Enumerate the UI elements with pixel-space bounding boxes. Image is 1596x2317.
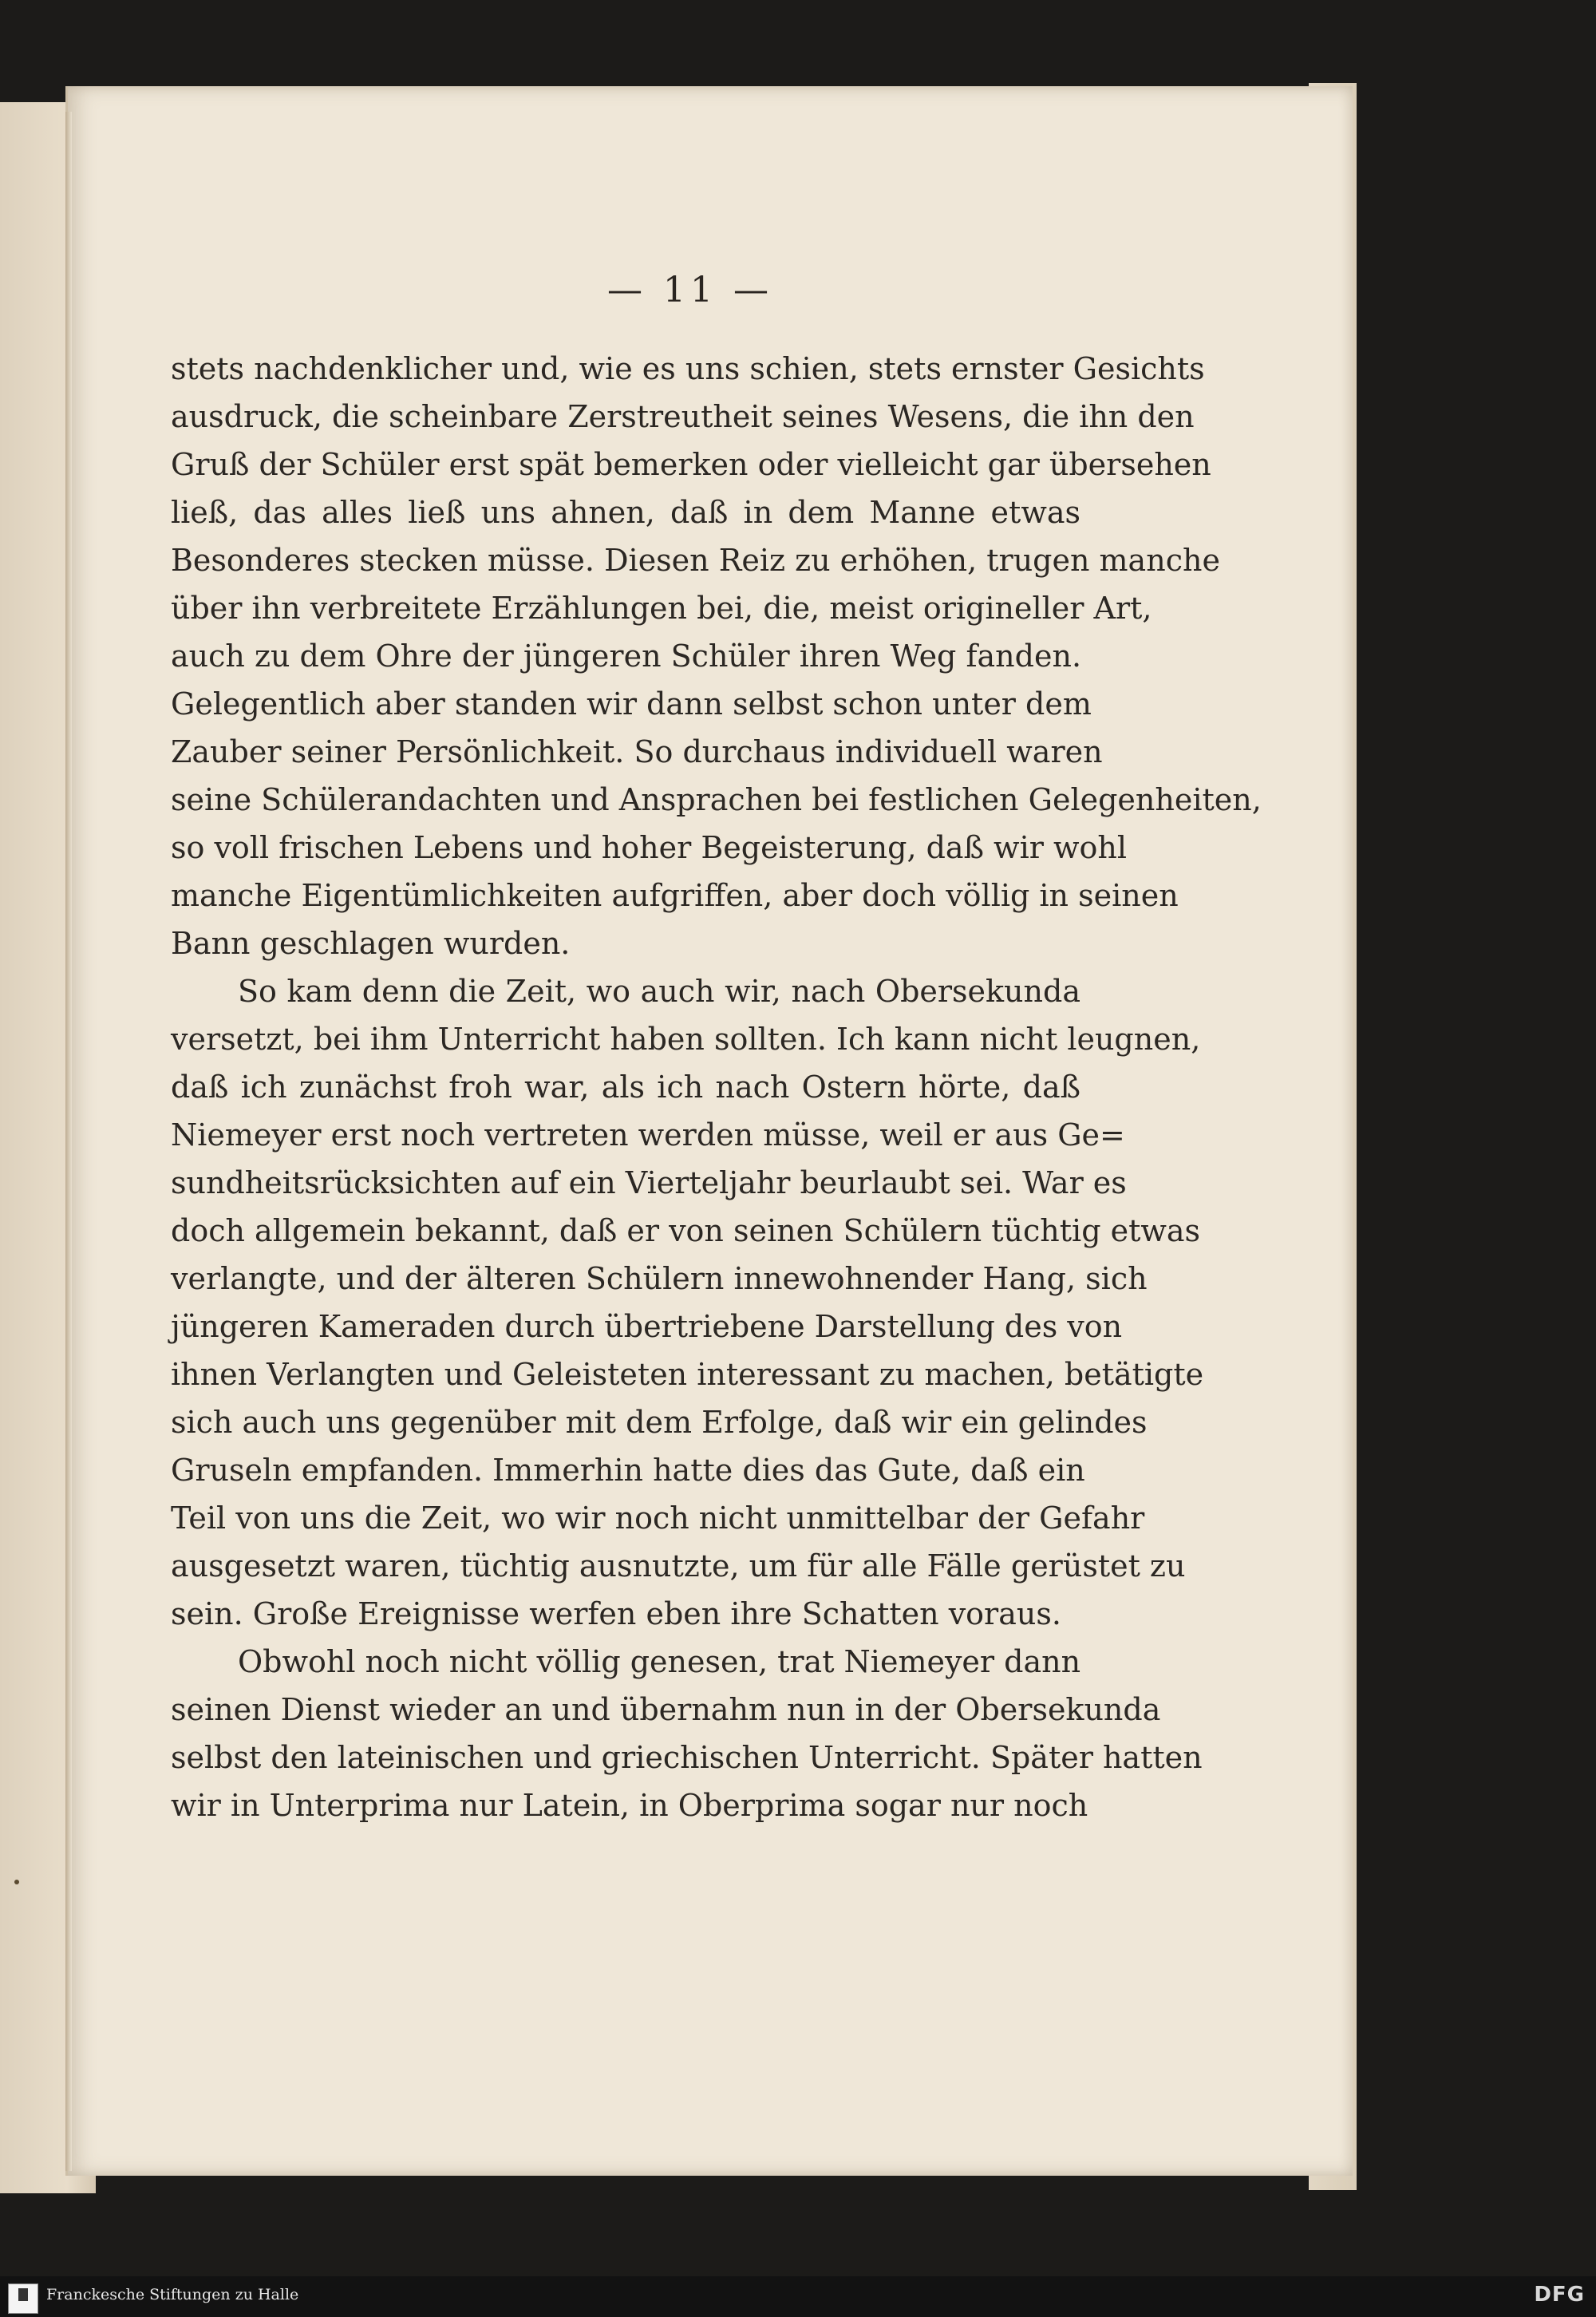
text-line: seine Schülerandachten und Ansprachen bei festlichen Gelegenheiten, xyxy=(171,782,1262,817)
text-line: auch zu dem Ohre der jüngeren Schüler ihren Weg fanden. xyxy=(171,639,1082,674)
text-line: manche Eigentümlichkeiten aufgriffen, aber doch völlig in seinen xyxy=(171,878,1179,913)
body-text xyxy=(171,345,1262,1829)
text-line: verlangte, und der älteren Schülern innewohnender Hang, sich xyxy=(171,1261,1148,1296)
text-line: ausdruck, die scheinbare Zerstreutheit seines Wesens, die ihn den xyxy=(171,399,1195,434)
text-line: Besonderes stecken müsse. Diesen Reiz zu erhöhen, trugen manche xyxy=(171,543,1220,578)
text-line: Teil von uns die Zeit, wo wir noch nicht unmittelbar der Gefahr xyxy=(171,1501,1145,1536)
text-line: sein. Große Ereignisse werfen eben ihre Schatten voraus. xyxy=(171,1596,1061,1631)
text-line: so voll frischen Lebens und hoher Begeisterung, daß wir wohl xyxy=(171,830,1128,865)
margin-spot xyxy=(14,1880,19,1884)
text-line: Bann geschlagen wurden. xyxy=(171,926,571,961)
text-line: seinen Dienst wieder an und übernahm nun in der Obersekunda xyxy=(171,1692,1161,1727)
text-line: Zauber seiner Persönlichkeit. So durchaus individuell waren xyxy=(171,734,1103,769)
text-line: Gruß der Schüler erst spät bemerken oder vielleicht gar übersehen xyxy=(171,447,1211,482)
text-line: Obwohl noch nicht völlig genesen, trat Niemeyer dann xyxy=(238,1644,1081,1679)
text-line: versetzt, bei ihm Unterricht haben sollten. Ich kann nicht leugnen, xyxy=(171,1022,1201,1057)
text-line: daß ich zunächst froh war, als ich nach Ostern hörte, daß xyxy=(171,1070,1080,1105)
text-line: über ihn verbreitete Erzählungen bei, die, meist origineller Art, xyxy=(171,591,1152,626)
text-line: sich auch uns gegenüber mit dem Erfolge, daß wir ein gelindes xyxy=(171,1405,1148,1440)
text-line: jüngeren Kameraden durch übertriebene Darstellung des von xyxy=(171,1309,1123,1344)
text-line: ausgesetzt waren, tüchtig ausnutzte, um für alle Fälle gerüstet zu xyxy=(171,1548,1186,1584)
text-line: ihnen Verlangten und Geleisteten interessant zu machen, betätigte xyxy=(171,1357,1204,1392)
text-line: So kam denn die Zeit, wo auch wir, nach Obersekunda xyxy=(238,974,1080,1009)
footer-credit: Franckesche Stiftungen zu Halle xyxy=(46,2286,299,2303)
text-line: ließ, das alles ließ uns ahnen, daß in dem Manne etwas xyxy=(171,495,1080,530)
text-line: Gruseln empfanden. Immerhin hatte dies das Gute, daß ein xyxy=(171,1453,1085,1488)
text-line: Niemeyer erst noch vertreten werden müsse, weil er aus Ge= xyxy=(171,1117,1125,1153)
text-line: stets nachdenklicher und, wie es uns schien, stets ernster Gesichts xyxy=(171,351,1205,386)
page-gutter xyxy=(65,112,72,2171)
text-line: sundheitsrücksichten auf ein Vierteljahr beurlaubt sei. War es xyxy=(171,1165,1127,1200)
library-logo xyxy=(8,2283,38,2314)
page-number: — 11 — xyxy=(607,270,773,310)
text-line: Gelegentlich aber standen wir dann selbst schon unter dem xyxy=(171,686,1092,722)
dfg-badge: DFG xyxy=(1534,2283,1585,2307)
text-line: selbst den lateinischen und griechischen Unterricht. Später hatten xyxy=(171,1740,1203,1775)
text-line: doch allgemein bekannt, daß er von seinen Schülern tüchtig etwas xyxy=(171,1213,1201,1248)
text-line: wir in Unterprima nur Latein, in Oberprima sogar nur noch xyxy=(171,1788,1088,1823)
